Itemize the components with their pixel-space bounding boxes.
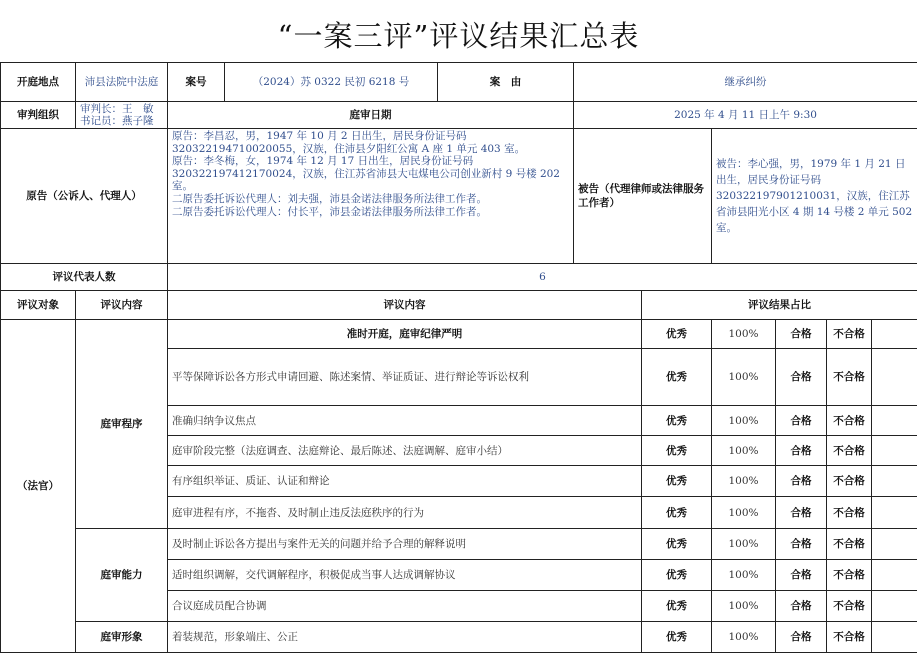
label-excellent: 优秀: [642, 436, 712, 466]
label-excellent: 优秀: [642, 560, 712, 591]
trial-date: 2025 年 4 月 11 日上午 9:30: [574, 102, 917, 129]
fail-pct: [872, 529, 917, 560]
reviewer-count: 6: [168, 264, 917, 291]
row-content: 准时开庭，庭审纪律严明: [168, 320, 642, 349]
label-pass: 合格: [776, 560, 827, 591]
fail-pct: [872, 591, 917, 622]
label-excellent: 优秀: [642, 591, 712, 622]
panel-label: 审判组织: [1, 102, 76, 129]
fail-pct: [872, 406, 917, 436]
label-fail: 不合格: [827, 406, 872, 436]
plaintiff-line: 二原告委托诉讼代理人：付长平，沛县金诺法律服务所法律工作者。: [172, 206, 569, 219]
court-location-label: 开庭地点: [1, 63, 76, 102]
excellent-pct: 100%: [712, 529, 776, 560]
row-content: 合议庭成员配合协调: [168, 591, 642, 622]
row-content: 庭审进程有序，不拖沓、及时制止违反法庭秩序的行为: [168, 497, 642, 529]
info-row-2: [1, 102, 917, 129]
reviewer-count-label: 评议代表人数: [1, 264, 168, 291]
label-excellent: 优秀: [642, 466, 712, 497]
label-excellent: 优秀: [642, 349, 712, 406]
row-content: 准确归纳争议焦点: [168, 406, 642, 436]
fail-pct: [872, 560, 917, 591]
label-fail: 不合格: [827, 436, 872, 466]
header-content: 评议内容: [168, 291, 642, 320]
excellent-pct: 100%: [712, 497, 776, 529]
object-judge: （法官）: [1, 320, 76, 653]
group-ability: 庭审能力: [76, 529, 168, 622]
row-content: 庭审阶段完整（法庭调查、法庭辩论、最后陈述、法庭调解、庭审小结）: [168, 436, 642, 466]
plaintiff-line: 原告：李冬梅，女，1974 年 12 月 17 日出生，居民身份证号码 320322197412170024，汉族，住江苏省沛县大屯煤电公司创业新村 9 号楼 202 室。: [172, 155, 569, 193]
excellent-pct: 100%: [712, 622, 776, 653]
excellent-pct: 100%: [712, 406, 776, 436]
label-excellent: 优秀: [642, 497, 712, 529]
fail-pct: [872, 497, 917, 529]
fail-pct: [872, 320, 917, 349]
parties-row: [1, 129, 917, 264]
label-fail: 不合格: [827, 497, 872, 529]
label-pass: 合格: [776, 622, 827, 653]
plaintiff-line: 原告：李昌忍，男，1947 年 10 月 2 日出生，居民身份证号码 320322194710020055，汉族，住沛县夕阳红公寓 A 座 1 单元 403 室。: [172, 130, 569, 155]
label-fail: 不合格: [827, 349, 872, 406]
label-pass: 合格: [776, 320, 827, 349]
info-row-1: [1, 63, 917, 102]
header-result: 评议结果占比: [642, 291, 917, 320]
excellent-pct: 100%: [712, 320, 776, 349]
page-title: “一案三评”评议结果汇总表: [0, 14, 917, 55]
row-content: 及时制止诉讼各方提出与案件无关的问题并给予合理的解释说明: [168, 529, 642, 560]
group-image: 庭审形象: [76, 622, 168, 653]
header-object: 评议对象: [1, 291, 76, 320]
excellent-pct: 100%: [712, 560, 776, 591]
table-row: [1, 320, 917, 349]
defendant-label: 被告（代理律师或法律服务工作者）: [574, 129, 712, 264]
excellent-pct: 100%: [712, 349, 776, 406]
case-no: （2024）苏 0322 民初 6218 号: [225, 63, 438, 102]
case-no-label: 案号: [168, 63, 225, 102]
label-fail: 不合格: [827, 622, 872, 653]
label-fail: 不合格: [827, 466, 872, 497]
excellent-pct: 100%: [712, 436, 776, 466]
label-pass: 合格: [776, 529, 827, 560]
label-pass: 合格: [776, 436, 827, 466]
table-row: [1, 529, 917, 560]
label-excellent: 优秀: [642, 529, 712, 560]
row-content: 着装规范，形象端庄、公正: [168, 622, 642, 653]
cause-label: 案 由: [438, 63, 574, 102]
header-content-item: 评议内容: [76, 291, 168, 320]
fail-pct: [872, 436, 917, 466]
plaintiff-label: 原告（公诉人、代理人）: [1, 129, 168, 264]
label-fail: 不合格: [827, 591, 872, 622]
trial-date-label: 庭审日期: [168, 102, 574, 129]
row-content: 有序组织举证、质证、认证和辩论: [168, 466, 642, 497]
header-row: [1, 291, 917, 320]
clerk: 书记员：燕子隆: [80, 115, 163, 127]
label-pass: 合格: [776, 591, 827, 622]
label-excellent: 优秀: [642, 406, 712, 436]
cause-value: 继承纠纷: [574, 63, 917, 102]
label-pass: 合格: [776, 466, 827, 497]
plaintiff-line: 二原告委托诉讼代理人：刘夫强，沛县金诺法律服务所法律工作者。: [172, 193, 569, 206]
label-pass: 合格: [776, 349, 827, 406]
label-pass: 合格: [776, 497, 827, 529]
presiding-judge: 审判长：王 敏: [80, 103, 163, 115]
label-excellent: 优秀: [642, 622, 712, 653]
label-excellent: 优秀: [642, 320, 712, 349]
court-location: 沛县法院中法庭: [76, 63, 168, 102]
summary-table: [0, 62, 917, 653]
defendant-detail: 被告：李心强，男，1979 年 1 月 21 日出生，居民身份证号码 320322197901210031，汉族，住江苏省沛县阳光小区 4 期 14 号楼 2 单元 502 室。: [712, 129, 917, 264]
label-fail: 不合格: [827, 320, 872, 349]
row-content: 适时组织调解，交代调解程序，积极促成当事人达成调解协议: [168, 560, 642, 591]
label-fail: 不合格: [827, 529, 872, 560]
fail-pct: [872, 349, 917, 406]
excellent-pct: 100%: [712, 466, 776, 497]
label-pass: 合格: [776, 406, 827, 436]
plaintiff-detail: [168, 129, 574, 264]
reviewer-count-row: [1, 264, 917, 291]
label-fail: 不合格: [827, 560, 872, 591]
row-content: 平等保障诉讼各方形式申请回避、陈述案情、举证质证、进行辩论等诉讼权利: [168, 349, 642, 406]
excellent-pct: 100%: [712, 591, 776, 622]
panel-members: [76, 102, 168, 129]
fail-pct: [872, 466, 917, 497]
group-procedure: 庭审程序: [76, 320, 168, 529]
